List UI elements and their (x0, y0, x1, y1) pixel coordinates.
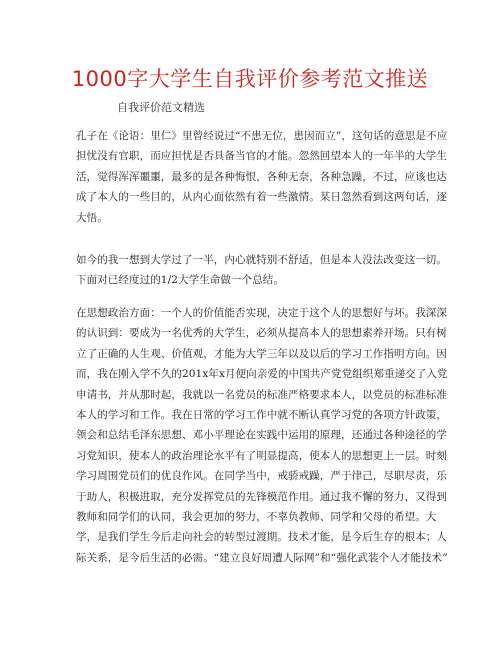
paragraph-line: 如今的我一想到大学过了一半，内心就特别不舒适，但是本人没法改变这一切。 (76, 254, 447, 266)
paragraph-line: 在思想政治方面：一个人的价值能否实现，决定于这个人的思想好与坏。我深深 (76, 307, 447, 319)
paragraph-line: 立了正确的人生观、价值观，才能为大学三年以及以后的学习工作指明方向。因 (76, 347, 447, 360)
document-subtitle: 自我评价范文精选 (117, 101, 205, 114)
paragraph-line: 成了本人的一些目的，从内心面依然有着一些激情。某日忽然看到这两句话，逐 (76, 191, 447, 204)
paragraph-line: 而，我在刚入学不久的201x年x月便向亲爱的中国共产党党组织郑重递交了入党 (76, 368, 448, 381)
paragraph-line: 大悟。 (76, 211, 108, 224)
paragraph-2 (76, 250, 447, 291)
paragraph-line: 下面对已经度过的1/2大学生命做一个总结。 (76, 274, 284, 287)
paragraph-line: 的认识到：要成为一名优秀的大学生，必须从提高本人的思想素养开场。只有树 (76, 327, 447, 340)
paragraph-1 (76, 126, 448, 228)
paragraph-line: 担忧没有官职，而应担忧是否具备当官的才能。忽然回望本人的一年半的大学生 (76, 150, 447, 163)
paragraph-line: 际关系，是今后生活的必需。“建立良好周遭人际网”和“强化武装个人才能技术” (76, 551, 448, 564)
paragraph-line: 学习周围党员们的优良作风。在同学当中，戒骄戒躁，严于律己，尽职尽责，乐 (76, 470, 447, 483)
paragraph-line: 习党知识，使本人的政治理论水平有了明显提高，使本人的思想更上一层。时刻 (76, 449, 447, 462)
document-title: 1000字大学生自我评价参考范文推送 (71, 67, 429, 91)
paragraph-line: 教师和同学们的认同，我会更加的努力，不辜负教师、同学和父母的希望。大 (76, 510, 437, 523)
paragraph-line: 学，是我们学生今后走向社会的转型过渡期。技术才能，是今后生存的根本；人 (76, 531, 447, 544)
paragraph-line: 本人的学习和工作。我在日常的学习工作中就不断认真学习党的各项方针政策， (76, 408, 447, 421)
paragraph-line: 申请书，并从那时起，我就以一名党员的标准严格要求本人，以党员的标准标准 (76, 388, 447, 401)
paragraph-line: 于助人，积极进取，充分发挥党员的先锋模范作用。通过我不懈的努力，又得到 (76, 490, 447, 503)
paragraph-line: 活，觉得浑浑噩噩，最多的是各种悔恨，各种无奈，各种急躁，不过，应该也达 (76, 170, 447, 183)
paragraph-3 (76, 303, 448, 568)
paragraph-line: 领会和总结毛泽东思想、邓小平理论在实践中运用的原理，还通过各种途径的学 (76, 429, 447, 442)
paragraph-line: 孔子在《论语：里仁》里曾经说过“不患无位，患因而立”，这句话的意思是不应 (76, 130, 448, 142)
